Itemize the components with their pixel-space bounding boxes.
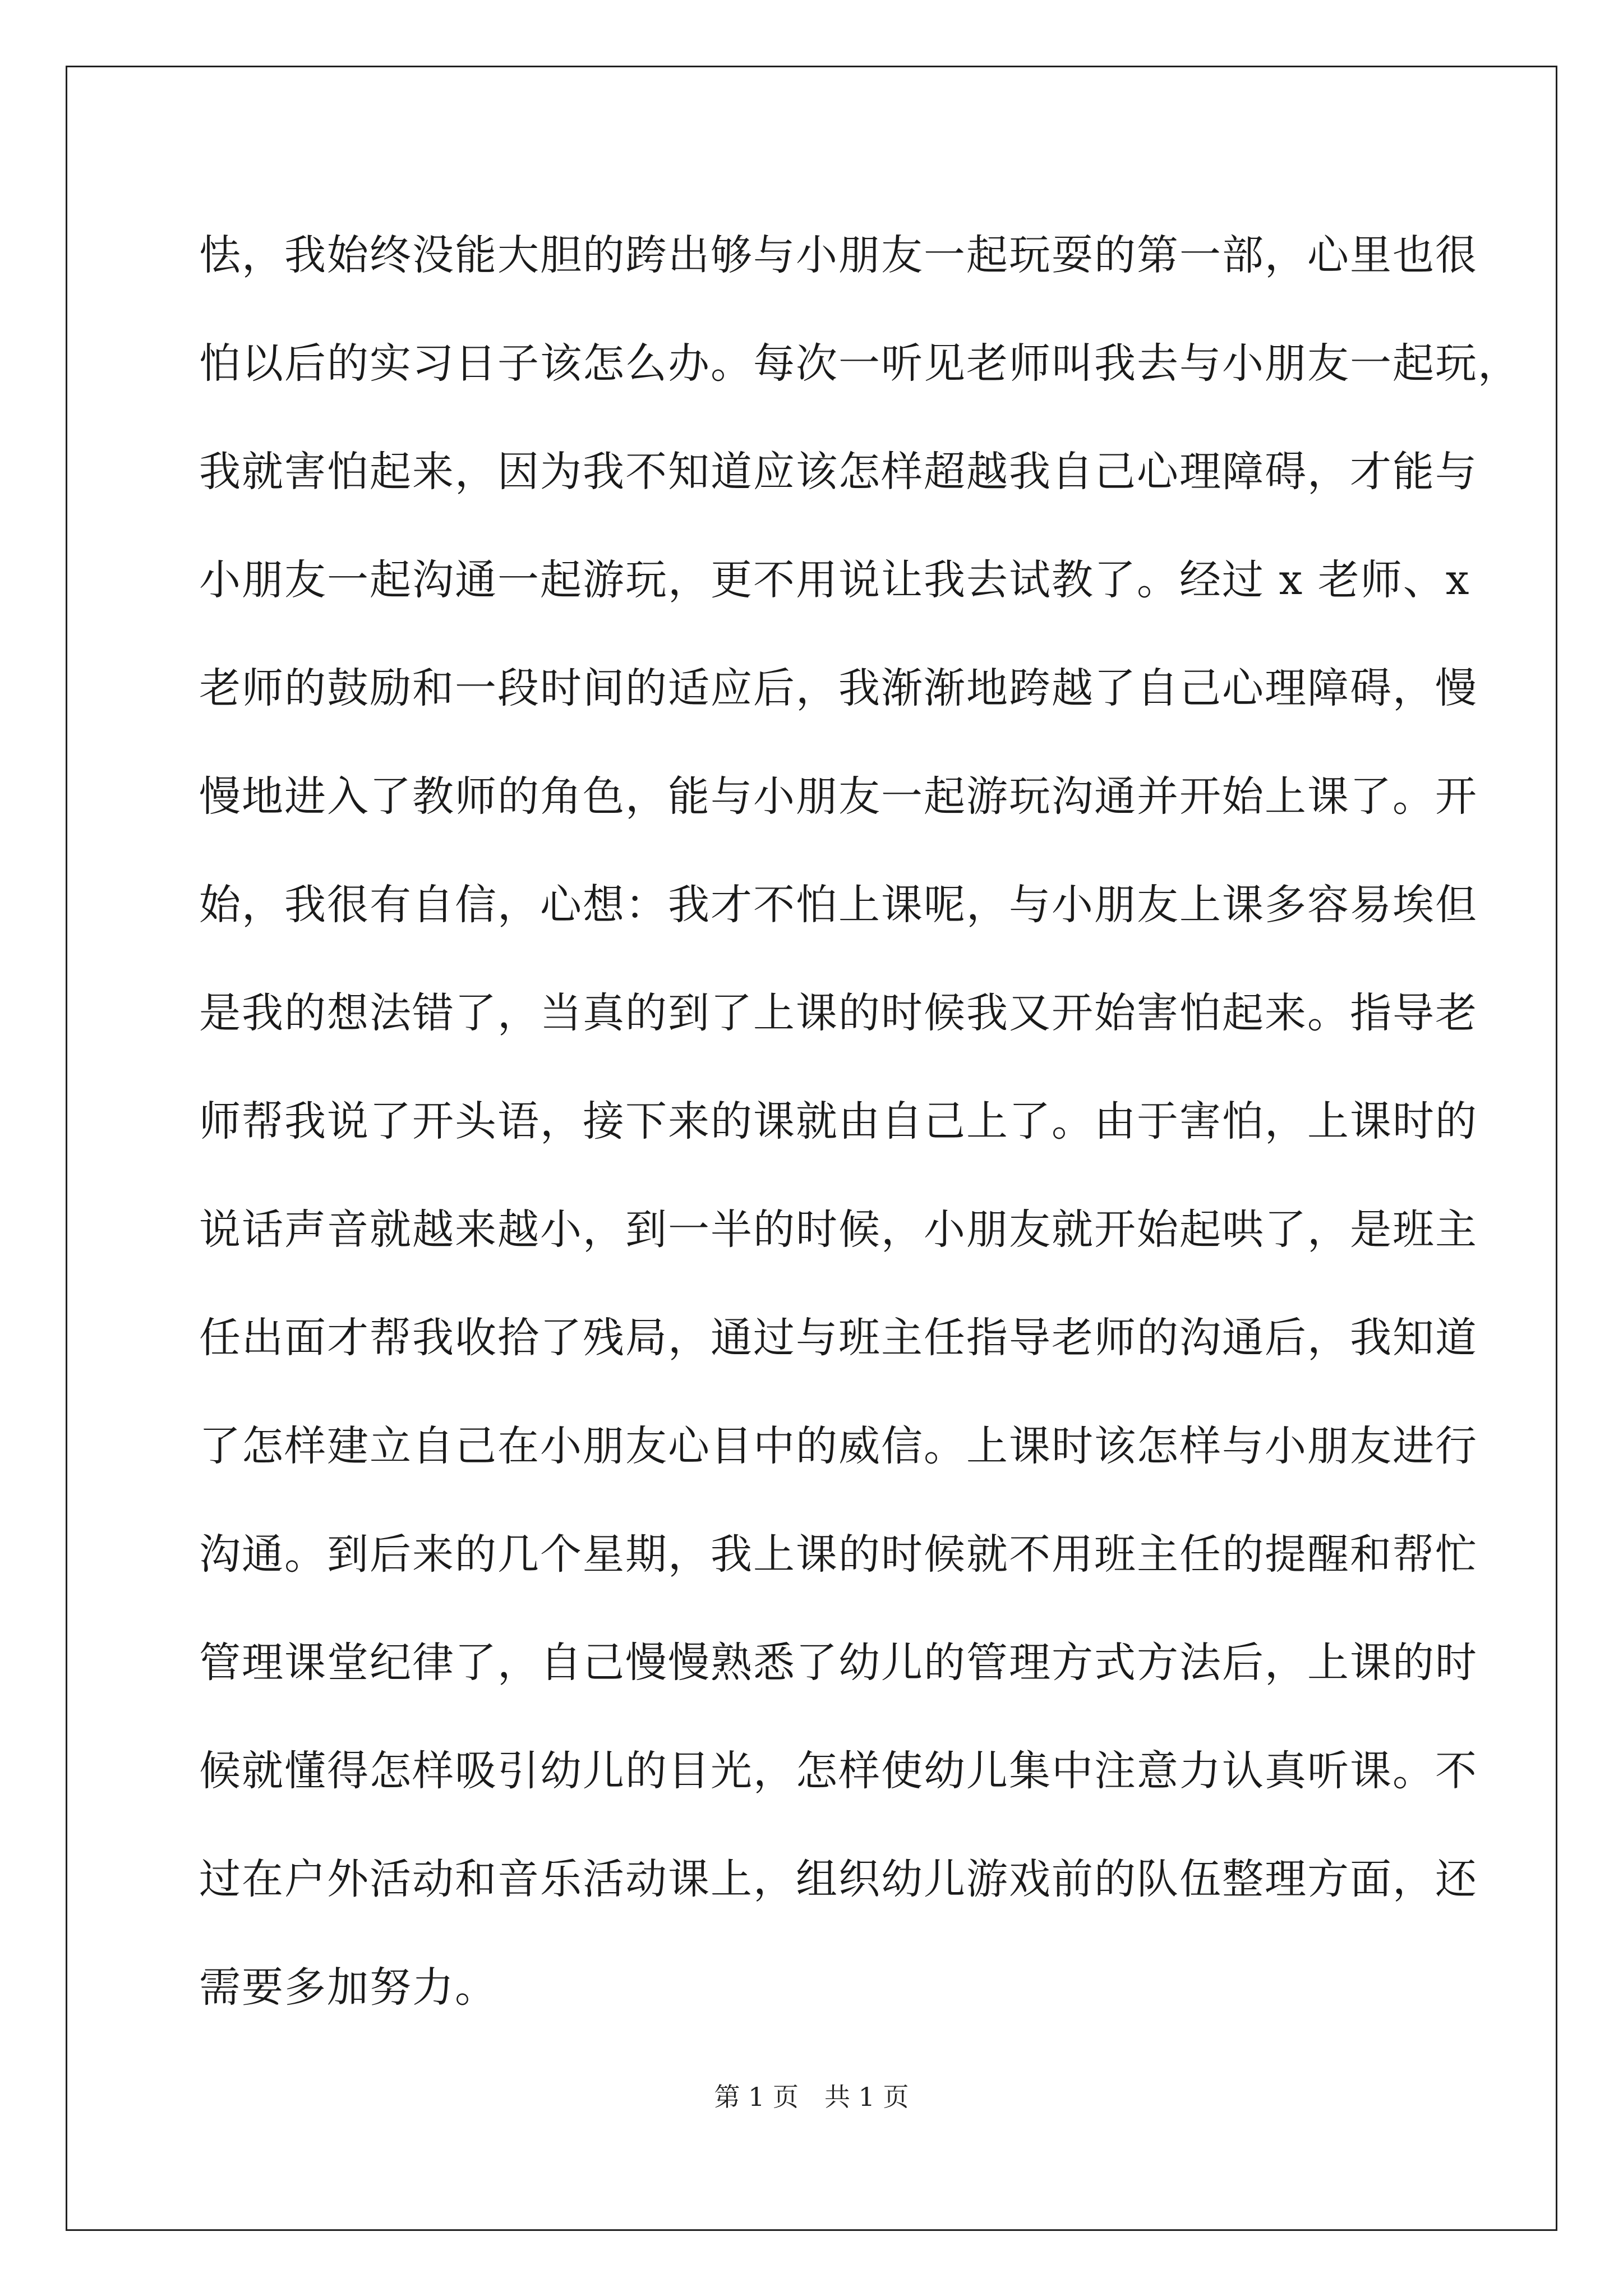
text-line: 我就害怕起来，因为我不知道应该怎样超越我自己心理障碍，才能与 bbox=[199, 448, 1478, 496]
text-line: 候就懂得怎样吸引幼儿的目光，怎样使幼儿集中注意力认真听课。不 bbox=[199, 1747, 1478, 1795]
text-line: 说话声音就越来越小，到一半的时候，小朋友就开始起哄了，是班主 bbox=[199, 1205, 1478, 1254]
body-text bbox=[199, 224, 1520, 2065]
text-line: 是我的想法错了，当真的到了上课的时候我又开始害怕起来。指导老 bbox=[199, 989, 1478, 1037]
text-line: 始，我很有自信，心想：我才不怕上课呢，与小朋友上课多容易埃但 bbox=[199, 881, 1478, 929]
text-line: 怕以后的实习日子该怎么办。每次一听见老师叫我去与小朋友一起玩， bbox=[199, 339, 1520, 388]
text-line: 管理课堂纪律了，自己慢慢熟悉了幼儿的管理方式方法后，上课的时 bbox=[199, 1639, 1478, 1687]
text-line: 师帮我说了开头语，接下来的课就由自己上了。由于害怕，上课时的 bbox=[199, 1097, 1478, 1145]
text-line: 了怎样建立自己在小朋友心目中的威信。上课时该怎样与小朋友进行 bbox=[199, 1422, 1478, 1470]
text-line: 任出面才帮我收拾了残局，通过与班主任指导老师的沟通后，我知道 bbox=[199, 1314, 1478, 1362]
text-line: 老师的鼓励和一段时间的适应后，我渐渐地跨越了自己心理障碍，慢 bbox=[199, 664, 1478, 712]
page-number-footer: 第 1 页 共 1 页 bbox=[714, 2082, 909, 2112]
text-line: 怯，我始终没能大胆的跨出够与小朋友一起玩耍的第一部，心里也很 bbox=[199, 231, 1478, 279]
text-line: 小朋友一起沟通一起游玩，更不用说让我去试教了。经过 x 老师、x bbox=[199, 556, 1470, 604]
text-line: 慢地进入了教师的角色，能与小朋友一起游玩沟通并开始上课了。开 bbox=[199, 772, 1478, 821]
text-line: 需要多加努力。 bbox=[199, 1963, 497, 2012]
text-line: 沟通。到后来的几个星期，我上课的时候就不用班主任的提醒和帮忙 bbox=[199, 1530, 1478, 1579]
text-line: 过在户外活动和音乐活动课上，组织幼儿游戏前的队伍整理方面，还 bbox=[199, 1855, 1478, 1903]
